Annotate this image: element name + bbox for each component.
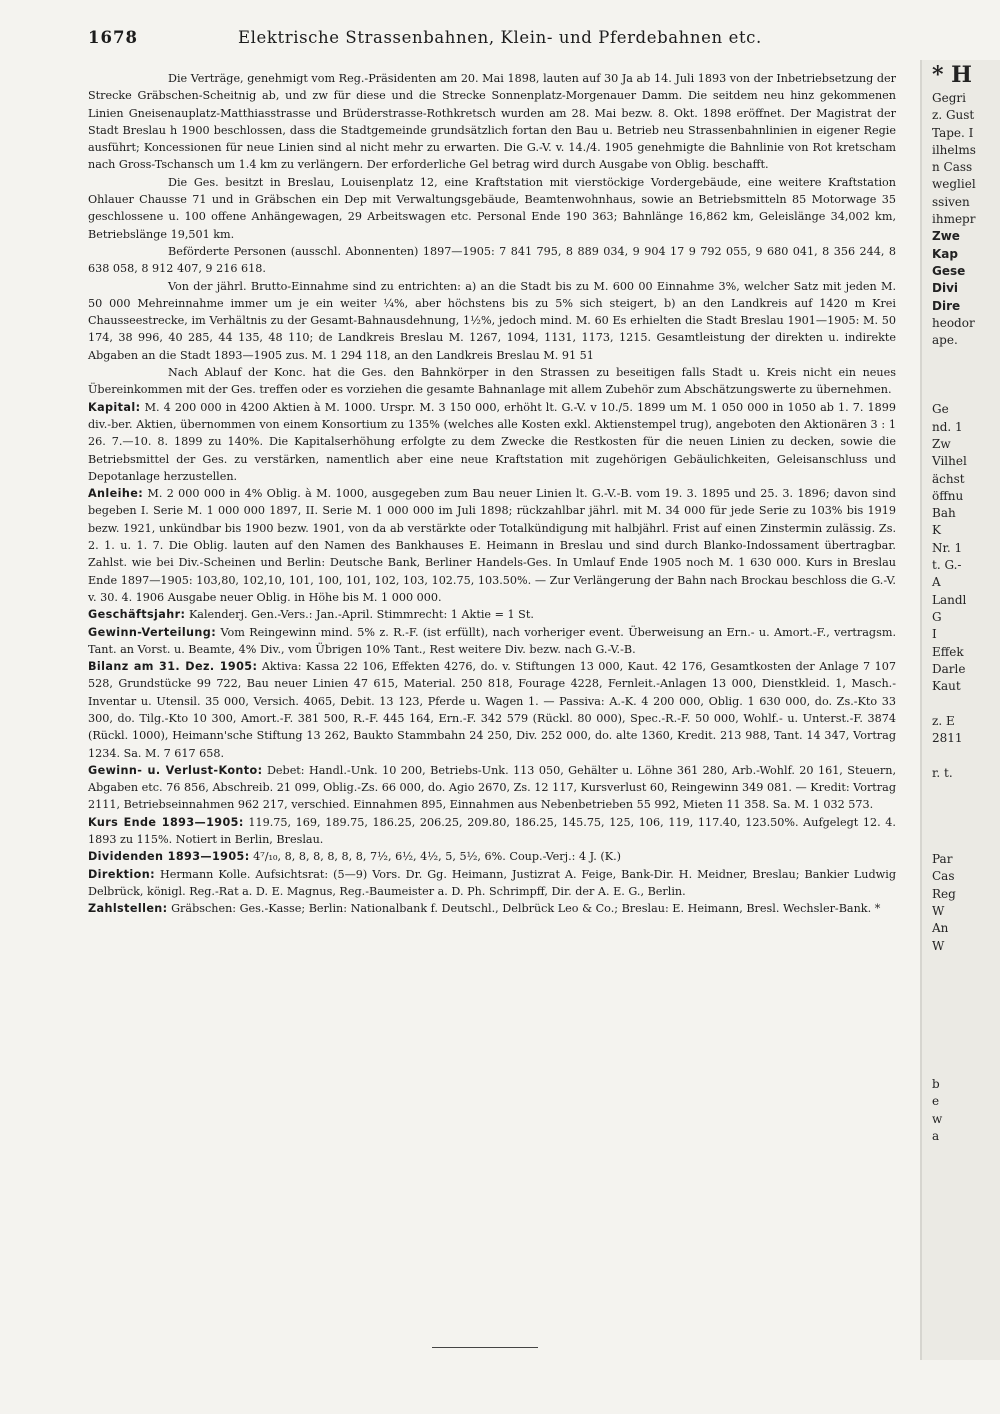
page-number: 1678 bbox=[88, 28, 138, 47]
paragraph-text: Von der jährl. Brutto-Einnahme sind zu entrichten: a) an die Stadt bis zu M. 600 00 Einnahme 3%, welcher Satz mit jeden M. 50 000 Mehreinnahme immer um je ein weiter ¼%, aber höchstens bis zu 5% sich steigert, b) an den Landkreis auf 1420 m Krei Chausseestrecke, im Verhältnis zu der Gesamt-Bahnausdehnung, 1½%, jedoch mind. M. 60 Es erhielten die Stadt Breslau 1901—1905: M. 50 174, 38 996, 40 285, 44 135, 48 110; de Landkreis Breslau M. 1267, 1094, 1131, 1173, 1215. Gesamtleistung der direkten u. indirekte Abgaben an die Stadt 1893—1905 zus. M. 1 294 118, an den Landkreis Breslau M. 91 51 bbox=[88, 279, 896, 362]
section-keyword: Bilanz am 31. Dez. 1905: bbox=[88, 660, 258, 674]
adjacent-line: Divi bbox=[932, 281, 959, 296]
adjacent-line: * H bbox=[932, 62, 972, 88]
adjacent-line: a bbox=[932, 1128, 940, 1143]
adjacent-line bbox=[922, 367, 1000, 384]
adjacent-line: Bah bbox=[932, 506, 956, 521]
adjacent-line bbox=[922, 955, 1000, 972]
paragraph-text: 119.75, 169, 189.75, 186.25, 206.25, 209.80, 186.25, 145.75, 125, 106, 119, 117.40, 123.50%. Aufgelegt 12. 4. 1893 zu 115%. Notiert in Berlin, Breslau. bbox=[88, 815, 896, 847]
adjacent-line: An bbox=[932, 921, 949, 936]
adjacent-line: ächst bbox=[932, 471, 965, 486]
adjacent-line: K bbox=[932, 523, 941, 538]
adjacent-line bbox=[922, 782, 1000, 799]
adjacent-line bbox=[922, 799, 1000, 816]
paragraph bbox=[88, 485, 896, 606]
paragraph-text: M. 4 200 000 in 4200 Aktien à M. 1000. Urspr. M. 3 150 000, erhöht lt. G.-V. v 10./5. 1899 um M. 1 050 000 in 1050 ab 1. 7. 1899 div.-ber. Aktien, übernommen von einem Konsortium zu 135% (welches alle Kosten exkl. Aktienstempel trug), angeboten den Aktionären 3 : 1 26. 7.—10. 8. 1899 zu 140%. Die Kapitalserhöhung erfolgte zu dem Zwecke die Restkosten für die neuen Linien zu decken, sowie die Betriebsmittel der Ges. zu verstärken, namentlich aber eine neue Kraftstation mit zugehörigen Gebäulichkeiten, Geleisanschluss und Depotanlage herzustellen. bbox=[88, 400, 896, 483]
adjacent-line bbox=[922, 1041, 1000, 1058]
adjacent-line: Zw bbox=[932, 436, 951, 451]
adjacent-line bbox=[922, 695, 1000, 712]
paragraph bbox=[88, 606, 896, 623]
paragraph-text: Aktiva: Kassa 22 106, Effekten 4276, do. v. Stiftungen 13 000, Kaut. 42 176, Gesamtkosten der Anlage 7 107 528, Grundstücke 99 722, Bau neuer Linien 47 615, Material. 250 818, Fourage 4228, Fernleit.-Anlagen 13 000, Dienstkleid. 1, Masch.-Inventar u. Utensil. 35 000, Versich. 4065, Debit. 13 123, Pferde u. Wagen 1. — Passiva: A.-K. 4 200 000, Oblig. 1 630 000, do. Zs.-Kto 33 300, do. Tilg.-Kto 10 300, Amort.-F. 381 500, R.-F. 445 164, Ern.-F. 342 579 (Rückl. 80 000), Spec.-R.-F. 50 000, Wohlf.- u. Unterst.-F. 3874 (Rückl. 1000), Heimann'sche Stiftung 13 262, Baukto Stammbahn 24 250, Div. 252 000, do. alte 1360, Kredit. 213 988, Tant. 14 347, Vortrag 1234. Sa. M. 7 617 658. bbox=[88, 660, 896, 760]
paragraph-text: Beförderte Personen (ausschl. Abonnenten) 1897—1905: 7 841 795, 8 889 034, 9 904 17 9 792 055, 9 680 041, 8 356 244, 8 638 058, 8 912 407, 9 216 618. bbox=[88, 244, 896, 276]
paragraph bbox=[88, 624, 896, 659]
paragraph bbox=[88, 900, 896, 917]
adjacent-line bbox=[922, 972, 1000, 989]
paragraph bbox=[88, 174, 896, 243]
paragraph-text: Die Ges. besitzt in Breslau, Louisenplatz 12, eine Kraftstation mit vierstöckige Vordergebäude, eine weitere Kraftstation Ohlauer Chausse 71 und in Gräbschen ein Dep mit Verwaltungsgebäude, Beamtenwohnhaus, sowie an Betriebsmitteln 85 Motorwage 35 geschlossene u. 100 offene Anhängewagen, 29 Arbeitswagen etc. Personal Ende 190 363; Bahnlänge 16,862 km, Geleislänge 34,002 km, Betriebslänge 19,501 km. bbox=[88, 175, 896, 241]
adjacent-line: Dire bbox=[932, 298, 961, 313]
adjacent-line: b bbox=[932, 1076, 940, 1091]
paragraph bbox=[88, 762, 896, 814]
adjacent-line: Reg bbox=[932, 886, 956, 901]
paragraph-text: Nach Ablauf der Konc. hat die Ges. den Bahnkörper in den Strassen zu beseitigen falls Stadt u. Kreis nicht ein neues Übereinkommen mit der Ges. treffen oder es vorziehen die gesamte Bahnanlage mit allem Zubehör zum Abschätzungswerte zu übernehmen. bbox=[88, 366, 896, 397]
adjacent-line: Par bbox=[932, 852, 953, 867]
adjacent-line: A bbox=[932, 575, 941, 590]
adjacent-line: z. Gust bbox=[932, 108, 975, 123]
adjacent-line: Effek bbox=[932, 644, 964, 659]
paragraph-text: Die Verträge, genehmigt vom Reg.-Präsidenten am 20. Mai 1898, lauten auf 30 Ja ab 14. Juli 1893 von der Inbetriebsetzung der Strecke Gräbschen-Scheitnig ab, und zw für diese und die Strecke Sonnenplatz-Morgenauer Damm. Die seitdem neu hinz gekommenen Linien Gneisenauplatz-Matthiasstrasse und Brüderstrasse-Rothkretsch wurden am 28. Mai bezw. 8. Okt. 1898 eröffnet. Der Magistrat der Stadt Breslau h 1900 beschlossen, dass die Stadtgemeinde grundsätzlich fortan den Bau u. Betrieb neu Strassenbahnlinien in eigener Regie ausführt; Koncessionen für neue Linien sind al nicht mehr zu erwarten. Die G.-V. v. 14./4. 1905 genehmigte die Bahnlinie von Rot kretscham nach Gross-Tschansch um 1.4 km zu verlängern. Der erforderliche Gel betrag wird durch Ausgabe von Oblig. beschafft. bbox=[88, 72, 896, 172]
paragraph-text: 4⁷/₁₀, 8, 8, 8, 8, 8, 8, 7½, 6½, 4½, 5, 5½, 6%. Coup.-Verj.: 4 J. (K.) bbox=[253, 850, 621, 864]
paragraph bbox=[88, 243, 896, 278]
main-column bbox=[88, 70, 896, 918]
section-keyword: Direktion: bbox=[88, 867, 155, 881]
adjacent-line: n Cass bbox=[932, 160, 973, 175]
adjacent-line bbox=[922, 1059, 1000, 1076]
adjacent-line: I bbox=[932, 627, 937, 642]
section-keyword: Gewinn- u. Verlust-Konto: bbox=[88, 763, 263, 777]
adjacent-line: Vilhel bbox=[932, 454, 967, 469]
adjacent-line: Ge bbox=[932, 402, 949, 417]
running-header bbox=[88, 28, 778, 52]
adjacent-line: Gegri bbox=[932, 91, 966, 105]
adjacent-line bbox=[922, 834, 1000, 851]
adjacent-line bbox=[922, 384, 1000, 401]
paragraph bbox=[88, 848, 896, 865]
paragraph-text: Gräbschen: Ges.-Kasse; Berlin: Nationalbank f. Deutschl., Delbrück Leo & Co.; Breslau: E. Heimann, Bresl. Wechsler-Bank. * bbox=[171, 902, 881, 916]
section-keyword: Geschäftsjahr: bbox=[88, 608, 186, 622]
adjacent-line: e bbox=[932, 1094, 940, 1109]
paragraph bbox=[88, 866, 896, 901]
adjacent-line: öffnu bbox=[932, 488, 964, 503]
paragraph bbox=[88, 814, 896, 849]
section-keyword: Kapital: bbox=[88, 400, 141, 414]
adjacent-line: ilhelms bbox=[932, 142, 976, 157]
adjacent-line: w bbox=[932, 1111, 943, 1126]
section-keyword: Anleihe: bbox=[88, 487, 144, 501]
adjacent-line: ihmepr bbox=[932, 212, 976, 227]
paragraph-text: Debet: Handl.-Unk. 10 200, Betriebs-Unk. 113 050, Gehälter u. Löhne 361 280, Arb.-Wohlf. 20 161, Steuern, Abgaben etc. 76 856, Abschreib. 21 099, Oblig.-Zs. 66 000, do. Agio 2670, Zs. 12 117, Kursverlust 60, Reingewinn 349 081. — Kredit: Vortrag 2111, Betriebseinnahmen 962 217, verschied. Einnahmen 895, Einnahmen aus Nebenbetrieben 55 992, Mieten 11 358. Sa. M. 1 032 573. bbox=[88, 763, 897, 812]
adjacent-line: r. t. bbox=[932, 765, 953, 780]
adjacent-line: Kap bbox=[932, 246, 958, 261]
paragraph bbox=[88, 658, 896, 762]
paragraph bbox=[88, 364, 896, 399]
adjacent-line bbox=[922, 989, 1000, 1006]
running-title: Elektrische Strassenbahnen, Klein- und Pferdebahnen etc. bbox=[238, 28, 762, 47]
adjacent-line: ape. bbox=[932, 333, 958, 348]
adjacent-line: Landl bbox=[932, 592, 967, 607]
adjacent-line bbox=[922, 1007, 1000, 1024]
adjacent-line: Kaut bbox=[932, 679, 961, 694]
adjacent-line: t. G.- bbox=[932, 558, 962, 573]
adjacent-line: W bbox=[932, 903, 945, 918]
paragraph bbox=[88, 278, 896, 364]
adjacent-line: Zwe bbox=[932, 229, 960, 244]
section-keyword: Zahlstellen: bbox=[88, 902, 168, 916]
adjacent-line: Gese bbox=[932, 263, 966, 278]
paragraph-text: Kalenderj. Gen.-Vers.: Jan.-April. Stimmrecht: 1 Aktie = 1 St. bbox=[188, 608, 534, 622]
paragraph bbox=[88, 399, 896, 485]
adjacent-line: nd. 1 bbox=[932, 419, 963, 434]
adjacent-line: G bbox=[932, 609, 942, 624]
adjacent-line bbox=[922, 747, 1000, 764]
section-keyword: Kurs Ende 1893—1905: bbox=[88, 815, 244, 829]
section-keyword: Dividenden 1893—1905: bbox=[88, 850, 250, 864]
adjacent-line: 2811 bbox=[932, 730, 963, 745]
adjacent-line bbox=[922, 816, 1000, 833]
paragraph-text: Hermann Kolle. Aufsichtsrat: (5—9) Vors. Dr. Gg. Heimann, Justizrat A. Feige, Bank-Dir. H. Meidner, Breslau; Bankier Ludwig Delbrück, königl. Reg.-Rat a. D. E. Magnus, Reg.-Baumeister a. D. Ph. Schrimpff, Dir. der A. E. G., Berlin. bbox=[88, 867, 896, 898]
adjacent-page-fragment bbox=[920, 60, 1000, 1360]
paragraph-text: M. 2 000 000 in 4% Oblig. à M. 1000, ausgegeben zum Bau neuer Linien lt. G.-V.-B. vom 19. 3. 1895 und 25. 3. 1896; davon sind begeben I. Serie M. 1 000 000 1897, II. Serie M. 1 000 000 im Juli 1898; rückzahlbar jährl. mit M. 34 000 für jede Serie zu 103% bis 1919 bezw. 1921, unkündbar bis 1900 bezw. 1901, von da ab verstärkte oder Totalkündigung mit halbjährl. Frist auf einen Zinstermin zulässig. Zs. 2. 1. u. 1. 7. Die Oblig. lauten auf den Namen des Bankhauses E. Heimann in Breslau und sind durch Blanko-Indossament übertragbar. Zahlst. wie bei Div.-Scheinen und Berlin: Deutsche Bank, Berliner Handels-Ges. In Umlauf Ende 1905 noch M. 1 630 000. Kurs in Breslau Ende 1897—1905: 103,80, 102,10, 101, 100, 101, 102, 103, 102.75, 103.50%. — Zur Verlängerung der Bahn nach Brockau beschloss die G.-V. v. 30. 4. 1906 Ausgabe neuer Oblig. in Höhe bis M. 1 000 000. bbox=[88, 487, 896, 604]
adjacent-line: z. E bbox=[932, 713, 955, 728]
paragraph-text: Vom Reingewinn mind. 5% z. R.-F. (ist erfüllt), nach vorheriger event. Überweisung an Ern.- u. Amort.-F., vertragsm. Tant. an Vorst. u. Beamte, 4% Div., vom Übrigen 10% Tant., Rest weitere Div. bezw. nach G.-V.-B. bbox=[88, 625, 896, 656]
section-keyword: Gewinn-Verteilung: bbox=[88, 625, 217, 639]
adjacent-line: wegliel bbox=[932, 177, 976, 192]
adjacent-line: W bbox=[932, 938, 945, 953]
adjacent-line: heodor bbox=[932, 315, 975, 330]
adjacent-line: Darle bbox=[932, 661, 966, 676]
adjacent-line bbox=[922, 349, 1000, 366]
adjacent-line bbox=[922, 1024, 1000, 1041]
adjacent-line: ssiven bbox=[932, 194, 970, 209]
adjacent-line: Tape. I bbox=[932, 125, 974, 140]
adjacent-line: Cas bbox=[932, 869, 955, 884]
adjacent-line: Nr. 1 bbox=[932, 540, 963, 555]
paragraph bbox=[88, 70, 896, 174]
end-rule bbox=[432, 1347, 538, 1348]
